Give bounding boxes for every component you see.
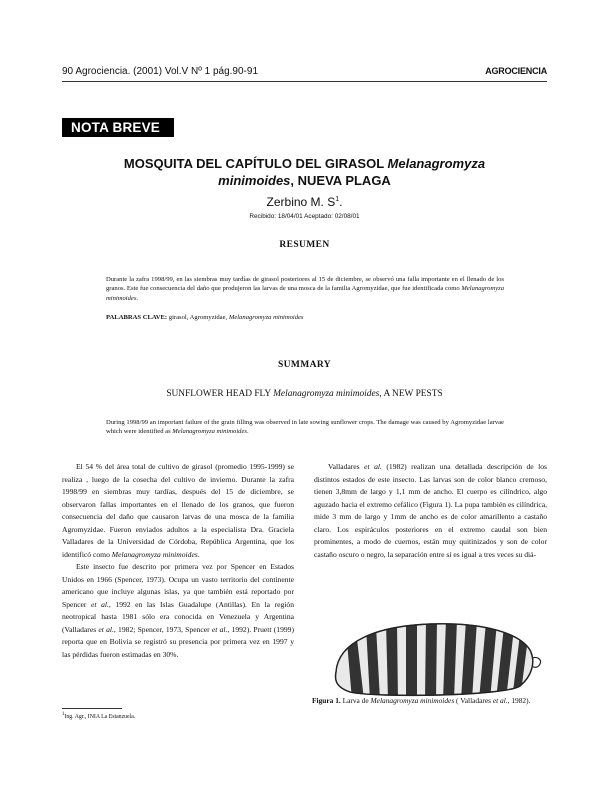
text: ( Valladares — [454, 696, 493, 705]
species-name: Melanagromyza minimoides — [106, 285, 504, 302]
resumen-text — [106, 275, 504, 303]
footnote-mark: 1 — [62, 712, 65, 717]
et-al: et al. — [364, 462, 382, 471]
keywords — [106, 314, 504, 321]
author-name: Zerbino M. S — [266, 195, 336, 209]
title-species-genus: Melanagromyza — [387, 156, 486, 171]
resumen-end: . — [136, 294, 139, 302]
species-name: Melanagromyza minimoides — [172, 428, 247, 436]
author-footnote-mark: 1 — [335, 196, 340, 203]
summary-body: During 1998/99 an important failure of the grain filling was observed in late sowing sunflower crops. The damage was caused by Agromyzidae larvae which were identified as — [106, 419, 504, 436]
text: (1982) realizan una detallada descripción de los distintos estados de este insecto. Las larvas son de color blanco cremoso, tienen 3,8mm de largo y 1,1 mm de ancho. El cuerpo es cilíndrico, algo aguzado hacia el extremo cefálico (Figura 1). La pupa también es cilíndrica, mide 3 mm de largo y 1mm de ancho es de color amarillento a castaño claro. Los espiráculos posteriores en el extremo caudal son bien prominentes, a modo de cuernos, están muy quitinizados y son de color castaño oscuro o negro, la separación entre sí es igual a tres veces su diá- — [314, 462, 548, 559]
paragraph — [314, 461, 547, 561]
species-name: Melanagromyza minimoides — [111, 549, 198, 559]
summary-title — [0, 389, 609, 399]
title-part: , NUEVA PLAGA — [290, 173, 391, 188]
summary-text — [106, 418, 504, 437]
title-part: MOSQUITA DEL CAPÍTULO DEL GIRASOL — [123, 156, 388, 171]
header-rule — [62, 81, 547, 82]
text: , 1992 en las Islas Guadalupe (Antillas). En la región neotropical hasta 1981 sólo era conocida en Venezuela y Argentina (Valladares — [62, 599, 295, 634]
body-column-right — [314, 461, 547, 561]
summary-end: . — [246, 428, 249, 436]
et-al: et al. — [492, 696, 508, 705]
resumen-heading: RESUMEN — [279, 240, 330, 250]
title-species-epithet: minimoides — [218, 173, 291, 188]
et-al: et al. — [211, 624, 228, 634]
footnote — [62, 712, 135, 720]
summary-title-part: SUNFLOWER HEAD FLY — [166, 389, 274, 399]
keywords-label: PALABRAS CLAVE: — [106, 314, 168, 321]
summary-title-part: , A NEW PESTS — [379, 389, 443, 399]
text: Valladares — [328, 462, 365, 471]
paragraph — [62, 461, 294, 561]
text: El 54 % del área total de cultivo de girasol (promedio 1995-1999) se realiza , luego de la cosecha del cultivo de invierno. Durante la zafra 1998/99 en siembras muy tardías, después del 15 de diciembre, se observaron fallas importantes en el llenado de los granos, que fueron consecuencia del daño que causaron larvas de una mosca de la familia Agromyzidae. Fueron enviados adultos a la especialista Dra. Graciela Valladares de la Universidad de Córdoba, República Argentina, que los identificó como — [62, 462, 294, 559]
footnote-text: Ing. Agr., INIA La Estanzuela. — [64, 713, 136, 720]
paper-title — [40, 155, 569, 189]
text: , 1982; Spencer, 1973, Spencer — [113, 624, 212, 634]
summary-heading: SUMMARY — [277, 360, 332, 370]
received-accepted-dates: Recibido: 18/04/01 Aceptado: 02/08/01 — [249, 213, 360, 220]
body-column-left — [62, 461, 294, 661]
text: Larva de — [340, 696, 371, 705]
et-al: et al. — [91, 599, 109, 609]
paragraph — [62, 561, 294, 661]
keywords-text: girasol, Agromyzidae, — [167, 314, 229, 321]
et-al: et al. — [98, 624, 114, 634]
species-name: Melanagromyza minimoides — [273, 389, 380, 399]
text: . — [197, 549, 200, 559]
author-end: . — [339, 195, 343, 209]
running-header: 90 Agrociencia. (2001) Vol.V Nº 1 pág.90-91 — [62, 66, 259, 77]
species-name: Melanagromyza minimoides — [370, 696, 455, 705]
text: , 1992). Pruett (1999) reporta que en Bolivia se registró su presencia por primera vez en 1997 y las pérdidas fueron estimadas en 30%. — [62, 624, 295, 659]
footnote-rule — [62, 708, 122, 709]
text: Este insecto fue descrito por primera vez por Spencer en Estados Unidos en 1966 (Spencer, 1973). Ocupa un vasto territorio del continente americano que incluye algunas islas, ya que también está reportado por Spencer — [62, 562, 294, 609]
text: , 1982). — [507, 696, 531, 705]
resumen-body: Durante la zafra 1998/99, en las siembras muy tardías de girasol posteriores al 15 de diciembre, se observó una falla importante en el llenado de los granos. Este fue consecuencia del daño que produjeron las larvas de una mosca de la familia Agromyzidae, que fue identificada como — [106, 276, 504, 293]
species-name: Melanagromyza minimoides — [228, 314, 304, 321]
figure-label: Figura 1. — [312, 696, 341, 705]
larva-illustration — [306, 590, 552, 702]
journal-name: AGROCIENCIA — [485, 66, 547, 76]
section-badge: NOTA BREVE — [62, 118, 174, 137]
author — [0, 195, 609, 209]
figure-caption — [312, 695, 548, 706]
